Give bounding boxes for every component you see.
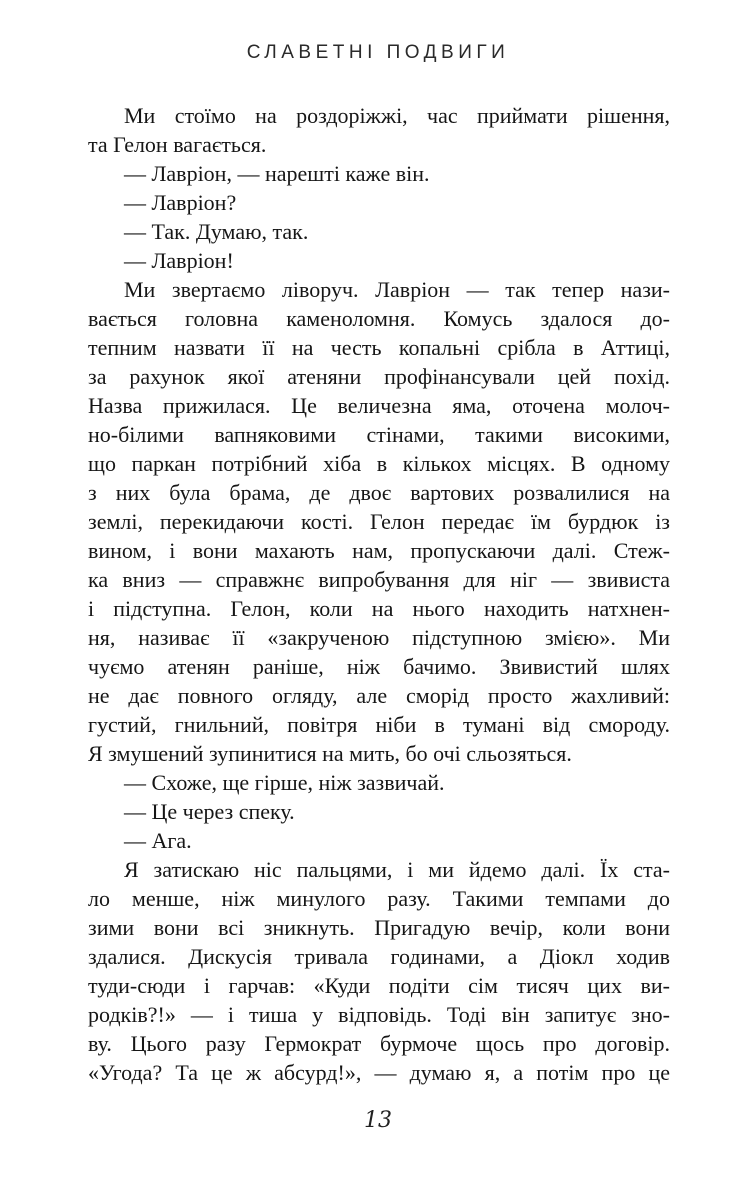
text-line: — Лавріон? [124, 190, 237, 215]
chapter-running-head: СЛАВЕТНІ ПОДВИГИ [246, 42, 510, 63]
text-line: родків?!» — і тиша у відповідь. Тоді він запитує зно- [88, 1002, 670, 1027]
text-line: ву. Цього разу Гермократ бурмоче щось про договір. [88, 1031, 670, 1056]
text-line: Назва прижилася. Це величезна яма, оточена молоч- [88, 393, 670, 418]
text-line: зими вони всі зникнуть. Пригадую вечір, коли вони [88, 915, 670, 940]
text-line: — Схоже, ще гірше, ніж зазвичай. [124, 770, 445, 795]
text-line: — Лавріон! [124, 248, 234, 273]
text-line: Я змушений зупинитися на мить, бо очі сльозяться. [88, 741, 572, 766]
text-line: ло менше, ніж минулого разу. Такими темпами до [88, 886, 670, 911]
text-line: та Гелон вагається. [88, 132, 267, 157]
text-line: Я затискаю ніс пальцями, і ми йдемо далі. Їх ста- [124, 857, 670, 882]
text-line: «Угода? Та це ж абсурд!», — думаю я, а потім про це [88, 1060, 670, 1085]
text-line: не дає повного огляду, але сморід просто жахливий: [88, 683, 670, 708]
text-line: землі, перекидаючи кості. Гелон передає їм бурдюк із [88, 509, 670, 534]
paragraph [88, 768, 670, 797]
text-line: — Ага. [124, 828, 192, 853]
text-line: туди-сюди і гарчав: «Куди подіти сім тисяч цих ви- [88, 973, 670, 998]
text-line: тепним назвати її на честь копальні срібла в Аттиці, [88, 335, 670, 360]
paragraph [88, 855, 670, 1087]
paragraph [88, 275, 670, 768]
paragraph [88, 797, 670, 826]
text-line: здалися. Дискусія тривала годинами, а Діокл ходив [88, 944, 670, 969]
text-line: вином, і вони махають нам, пропускаючи далі. Стеж- [88, 538, 670, 563]
text-line: з них була брама, де двоє вартових розвалилися на [88, 480, 670, 505]
paragraph [88, 217, 670, 246]
text-line: но-білими вапняковими стінами, такими високими, [88, 422, 670, 447]
page-number: 13 [364, 1108, 392, 1133]
text-line: і підступна. Гелон, коли на нього находить натхнен- [88, 596, 670, 621]
paragraph [88, 159, 670, 188]
paragraph [88, 826, 670, 855]
text-line: Ми звертаємо ліворуч. Лавріон — так тепер нази- [124, 277, 670, 302]
text-line: ка вниз — справжнє випробування для ніг — звивиста [88, 567, 670, 592]
text-line: — Лавріон, — нарешті каже він. [124, 161, 430, 186]
paragraph [88, 101, 670, 159]
text-line: що паркан потрібний хіба в кількох місцях. В одному [88, 451, 670, 476]
text-line: чуємо атенян раніше, ніж бачимо. Звивистий шлях [88, 654, 670, 679]
text-line: — Це через спеку. [124, 799, 295, 824]
text-line: за рахунок якої атеняни профінансували цей похід. [88, 364, 670, 389]
text-line: густий, гнильний, повітря ніби в тумані від смороду. [88, 712, 670, 737]
text-line: Ми стоїмо на роздоріжжі, час приймати рішення, [124, 103, 670, 128]
paragraph [88, 246, 670, 275]
text-block [88, 101, 670, 1087]
text-line: — Так. Думаю, так. [124, 219, 309, 244]
paragraph [88, 188, 670, 217]
text-line: вається головна каменоломня. Комусь здалося до- [88, 306, 670, 331]
text-line: ня, називає її «закрученою підступною змією». Ми [88, 625, 670, 650]
